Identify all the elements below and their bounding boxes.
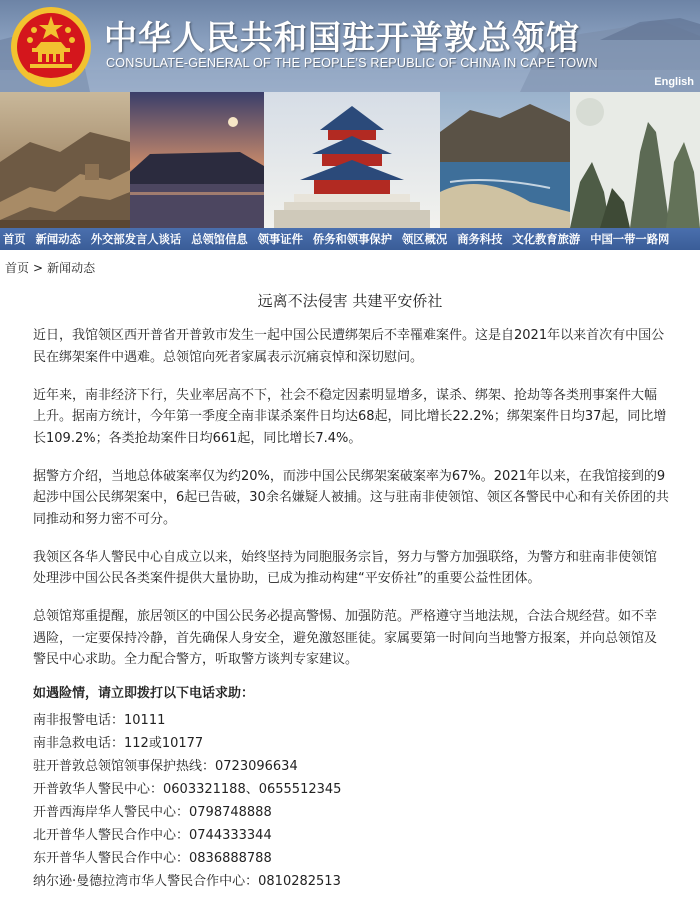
article-paragraph: 近日，我馆领区西开普省开普敦市发生一起中国公民遭绑架后不幸罹难案件。这是自2021年以来首次有中国公民在绑架案件中遇难。总领馆向死者家属表示沉痛哀悼和深切慰问。 — [33, 328, 665, 365]
photo-strip — [0, 92, 700, 228]
article-title: 远离不法侵害 共建平安侨社 — [257, 292, 443, 310]
nav-item-spokesperson[interactable]: 外交部发言人谈话 — [90, 233, 182, 246]
nav-item-consulate-info[interactable]: 总领馆信息 — [191, 233, 248, 246]
article-paragraph: 总领馆郑重提醒，旅居领区的中国公民务必提高警惕、加强防范。严格遵守当地法规，合法合规经营。如不幸遇险，一定要保持冷静，首先确保人身安全，避免激怒匪徒。家属要第一时间向当地警方报案，并向总领馆及警民中心求助。全力配合警方，听取警方谈判专家建议。 — [33, 609, 658, 667]
phone-list-item: 开普敦华人警民中心：0603321188、0655512345 — [33, 782, 342, 797]
nav-item-belt-and-road[interactable]: 中国一带一路网 — [590, 233, 670, 246]
breadcrumb-news-link[interactable]: 新闻动态 — [47, 261, 96, 275]
article-paragraph: 我领区各华人警民中心自成立以来，始终坚持为同胞服务宗旨，努力与警方加强联络，为警方和驻南非使领馆处理涉中国公民各类案件提供大量协助，已成为推动构建“平安侨社”的重要公益性团体。 — [33, 549, 658, 586]
photo-great-wall — [0, 92, 130, 228]
phone-list-item: 南非报警电话：10111 — [33, 713, 166, 728]
national-emblem-icon — [8, 4, 94, 90]
consulate-title-chinese: 中华人民共和国驻开普敦总领馆 — [104, 18, 580, 57]
nav-item-consular-documents[interactable]: 领事证件 — [257, 233, 303, 246]
nav-item-culture-education[interactable]: 文化教育旅游 — [512, 233, 581, 246]
emergency-heading: 如遇险情，请立即拨打以下电话求助： — [33, 685, 255, 701]
phone-list-item: 北开普华人警民合作中心：0744333344 — [33, 828, 272, 843]
phone-list-item: 开普西海岸华人警民中心：0798748888 — [33, 805, 272, 820]
article-body — [33, 325, 669, 893]
phone-list-item: 纳尔逊·曼德拉湾市华人警民合作中心：0810282513 — [33, 874, 341, 889]
photo-karst-mountains — [570, 92, 700, 228]
nav-item-consular-protection[interactable]: 侨务和领事保护 — [312, 233, 392, 246]
photo-table-mountain-sunset — [130, 92, 264, 228]
photo-coastline — [440, 92, 570, 228]
article-paragraph: 近年来，南非经济下行，失业率居高不下，社会不稳定因素明显增多，谋杀、绑架、抢劫等各类刑事案件大幅上升。据南方统计，今年第一季度全南非谋杀案件日均达68起，同比增长22.2%；绑架案件日均37起，同比增长109.2%；各类抢劫案件日均661起，同比增长7.4%。 — [33, 387, 667, 446]
breadcrumb-home-link[interactable]: 首页 — [5, 261, 30, 275]
breadcrumb — [5, 259, 95, 276]
main-nav-bar — [0, 228, 700, 250]
article-paragraph: 据警方介绍，当地总体破案率仅为约20%，而涉中国公民绑架案破案率为67%。2021年以来，在我馆接到的9起涉中国公民绑架案中，6起已告破，30余名嫌疑人被捕。这与驻南非使领馆、领区各警民中心和有关侨团的共同推动和努力密不可分。 — [33, 468, 669, 527]
nav-item-news[interactable]: 新闻动态 — [35, 233, 81, 246]
english-language-link[interactable]: English — [654, 76, 694, 88]
breadcrumb-separator: > — [33, 261, 44, 275]
photo-temple-of-heaven — [264, 92, 440, 228]
phone-list-item: 南非急救电话：112或10177 — [33, 736, 204, 751]
consulate-title-english: CONSULATE-GENERAL OF THE PEOPLE'S REPUBLIC OF CHINA IN CAPE TOWN — [106, 56, 598, 70]
phone-list-item: 驻开普敦总领馆领事保护热线：0723096634 — [33, 759, 298, 774]
nav-item-region-overview[interactable]: 领区概况 — [402, 233, 448, 246]
nav-item-home[interactable]: 首页 — [3, 233, 26, 246]
header-banner — [0, 0, 700, 92]
nav-item-business-tech[interactable]: 商务科技 — [457, 233, 503, 246]
phone-list-item: 东开普华人警民合作中心：0836888788 — [33, 851, 272, 866]
